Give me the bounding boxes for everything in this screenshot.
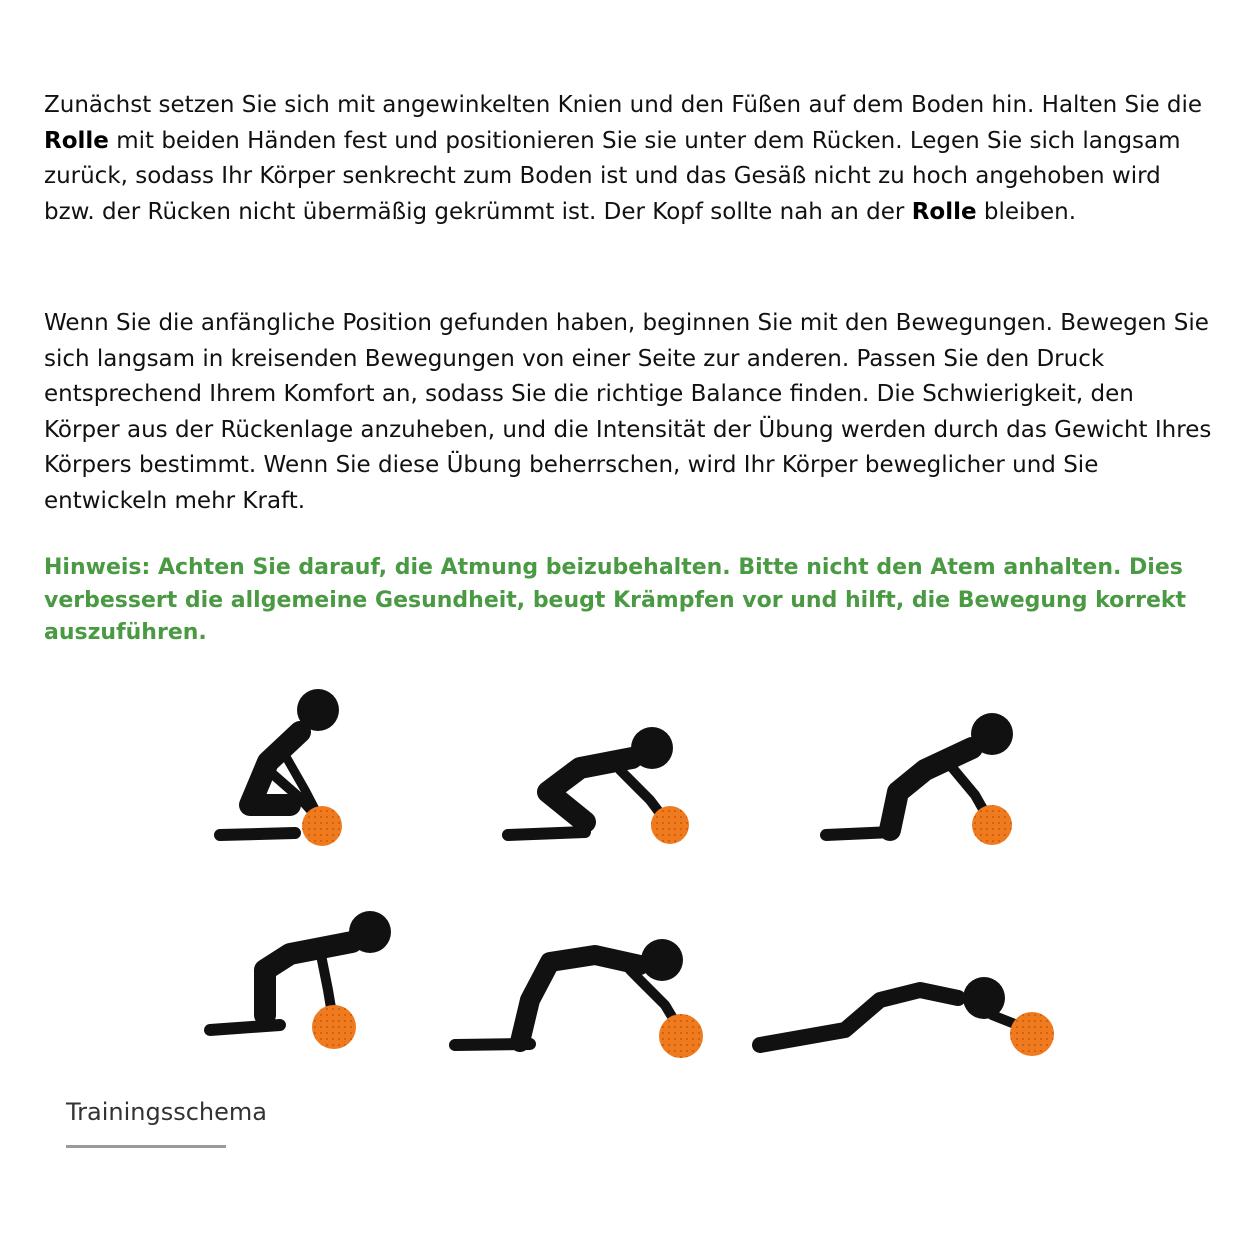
extended-figure-icon	[455, 939, 703, 1058]
kneeling-figure-icon	[220, 689, 342, 846]
caption-label: Trainingsschema	[66, 1098, 267, 1126]
kneeling-arched-figure-icon	[826, 713, 1013, 845]
bold-term-rolle: Rolle	[911, 198, 977, 225]
caption-underline	[66, 1145, 226, 1148]
hint-note: Hinweis: Achten Sie darauf, die Atmung beizubehalten. Bitte nicht den Atem anhalten. Dies verbessert die allgemeine Gesundheit, beugt Krämpfen vor und hilft, die Bewegung korrekt auszuführen.	[44, 555, 1187, 645]
bold-term-rolle: Rolle	[44, 127, 109, 154]
exercise-illustrations	[0, 670, 1254, 1090]
paragraph-text: mit beiden Händen fest und positionieren Sie sie unter dem Rücken. Legen Sie sich langsam zurück, sodass Ihr Körper senkrecht zum Boden ist und das Gesäß nicht zu hoch angehoben wird bzw. der Rücken nicht übermäßig gekrümmt ist. Der Kopf sollte nah an der	[44, 127, 1181, 225]
kneeling-upright-figure-icon	[210, 911, 391, 1049]
prone-figure-icon	[760, 977, 1054, 1056]
intro-paragraph	[44, 88, 1214, 230]
exercise-figures-svg	[0, 670, 1254, 1090]
movement-paragraph: Wenn Sie die anfängliche Position gefunden haben, beginnen Sie mit den Bewegungen. Bewegen Sie sich langsam in kreisenden Bewegungen von einer Seite zur anderen. Passen Sie den Druck entsprechend Ihrem Komfort an, sodass Sie die richtige Balance finden. Die Schwierigkeit, den Körper aus der Rückenlage anzuheben, und die Intensität der Übung werden durch das Gewicht Ihres Körpers bestimmt. Wenn Sie diese Übung beherrschen, wird Ihr Körper beweglicher und Sie entwickeln mehr Kraft.	[44, 310, 1212, 514]
kneeling-forward-figure-icon	[508, 727, 689, 844]
paragraph-text: bleiben.	[976, 198, 1077, 225]
paragraph-text: Zunächst setzen Sie sich mit angewinkelten Knien und den Füßen auf dem Boden hin. Halten Sie die	[44, 92, 1203, 118]
